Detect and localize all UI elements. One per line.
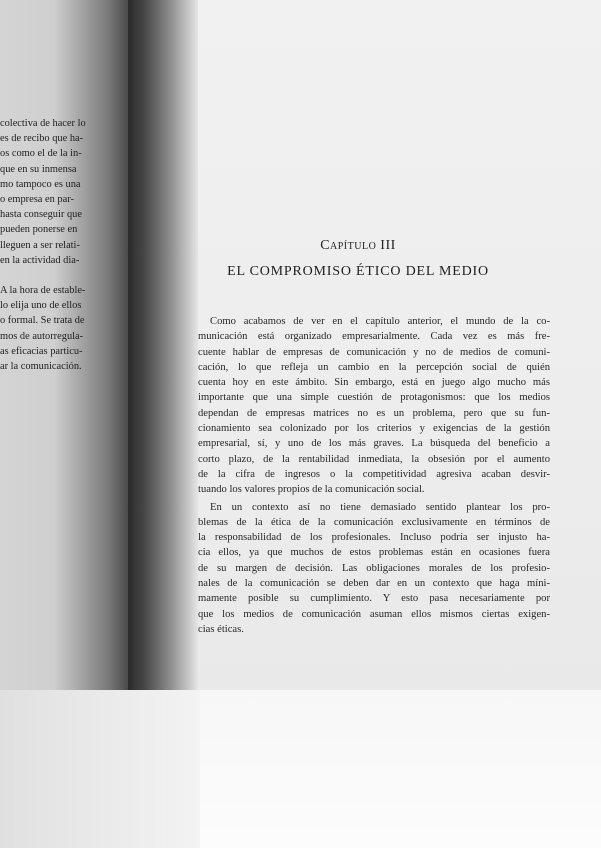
left-line: as eficacias particu- [0, 345, 83, 357]
left-line: os como el de la in- [0, 148, 82, 160]
body-line: de su margen de decisión. Las obligaciones morales de los profesio- [198, 562, 550, 574]
left-line: hasta conseguir que [0, 209, 82, 221]
body-line: mamente posible su cumplimiento. Y esto pasa necesariamente por [198, 593, 550, 605]
left-line: mos de autorregula- [0, 330, 84, 342]
body-line: corto plazo, de la rentabilidad inmediata, la obsesión por el aumento [198, 453, 550, 465]
body-line: dependan de empresas matrices no es un problema, pero que su fun- [198, 407, 550, 419]
body-line: tuando los valores propios de la comunicación social. [198, 484, 425, 496]
left-line: ar la comunicación. [0, 361, 82, 373]
left-line: es de recibo que ha- [0, 133, 84, 145]
left-line: que en su inmensa [0, 163, 77, 175]
chapter-title: EL COMPROMISO ÉTICO DEL MEDIO [227, 264, 489, 279]
body-line: empresarial, sí, y uno de los más graves. La búsqueda del beneficio a [198, 438, 550, 450]
left-line: o formal. Se trata de [0, 315, 85, 327]
left-line: A la hora de estable- [0, 285, 86, 297]
body-line: de la cifra de ingresos o la competitividad agresiva acaban desvir- [198, 468, 550, 480]
body-line: En un contexto así no tiene demasiado sentido plantear los pro- [210, 501, 550, 513]
left-line: o empresa en par- [0, 194, 74, 206]
body-line: importante que una simple cuestión de protagonismos: que los medios [198, 392, 550, 404]
body-line: cuente hablar de empresas de comunicación y no de medios de comuni- [198, 346, 550, 358]
body-line: municación está organizado empresarialmente. Cada vez es más fre- [198, 331, 550, 343]
left-page-text [0, 116, 104, 374]
scan-bottom-shade [0, 690, 200, 848]
body-line: cias éticas. [198, 623, 244, 635]
left-line: pueden ponerse en [0, 224, 78, 236]
body-line: Como acabamos de ver en el capítulo anterior, el mundo de la co- [210, 316, 550, 327]
body-line: que los medios de comunicación asuman ellos mismos ciertas exigen- [198, 608, 550, 620]
body-line: cionamiento sea colonizado por los criterios y exigencias de la gestión [198, 423, 550, 435]
left-line: en la actividad dia- [0, 254, 80, 266]
left-line: mo tampoco es una [0, 178, 81, 190]
chapter-body [198, 314, 550, 637]
left-line: colectiva de hacer lo [0, 118, 86, 129]
left-line: lleguen a ser relati- [0, 239, 80, 251]
left-facing-page [0, 0, 135, 690]
body-line: cuenta hoy en este ámbito. Sin embargo, está en juego algo mucho más [198, 377, 550, 389]
body-line: la responsabilidad de los profesionales. Incluso podría ser injusto ha- [198, 532, 550, 544]
body-line: cia ellos, ya que muchos de estos problemas están en ocasiones fuera [198, 547, 550, 559]
body-line: nales de la comunicación se deben dar en un contexto que haga míni- [198, 578, 550, 590]
chapter-label: Capítulo III [320, 238, 396, 253]
book-gutter-shadow [128, 0, 198, 690]
left-line: lo elija uno de ellos [0, 300, 82, 312]
body-line: cación, lo que refleja un cambio en la percepción social de quién [198, 361, 550, 373]
body-line: blemas de la ética de la comunicación exclusivamente en términos de [198, 516, 550, 528]
